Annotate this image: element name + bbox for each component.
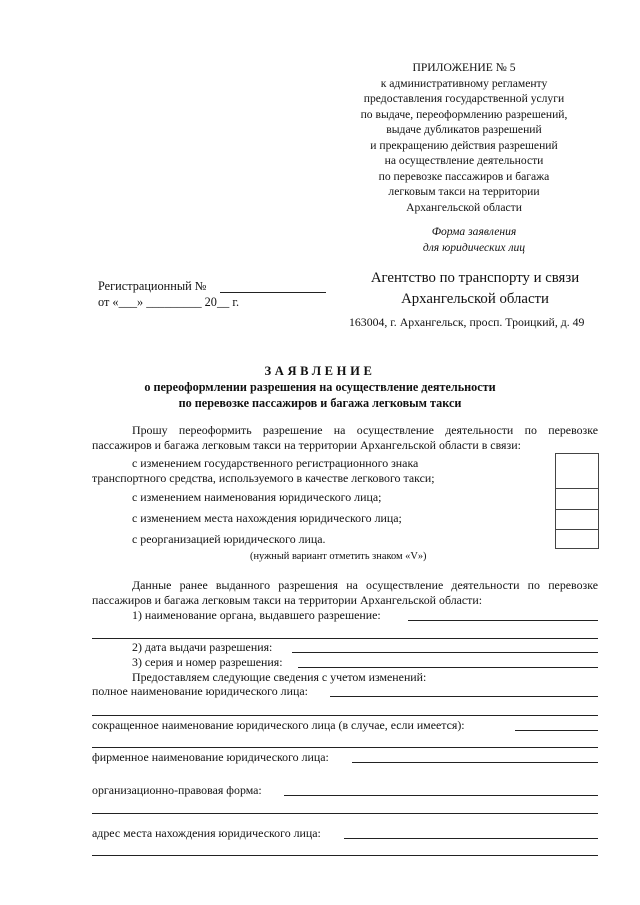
option-name-change: с изменением наименования юридического лица; bbox=[132, 490, 382, 504]
agency-address: 163004, г. Архангельск, просп. Троицкий, д. 49 bbox=[349, 315, 585, 329]
checkbox-plate-change[interactable] bbox=[555, 453, 599, 489]
checkbox-address-change[interactable] bbox=[555, 509, 599, 530]
request-paragraph-line bbox=[132, 423, 598, 438]
option-plate-change-cont: транспортного средства, используемого в качестве легкового такси; bbox=[92, 471, 435, 485]
annex-line: ПРИЛОЖЕНИЕ № 5 bbox=[412, 61, 516, 74]
agency-name bbox=[352, 268, 598, 310]
request-paragraph-line: пассажиров и багажа легковым такси на территории Архангельской области в связи: bbox=[92, 438, 521, 452]
request-text: Прошу переоформить разрешение на осуществление деятельности по перевозке bbox=[132, 423, 598, 437]
annex-line: предоставления государственной услуги bbox=[363, 92, 565, 105]
short-name-field[interactable] bbox=[515, 730, 598, 731]
checkbox-reorganization[interactable] bbox=[555, 529, 599, 549]
address-label: адрес места нахождения юридического лица: bbox=[92, 826, 321, 840]
issuing-authority-field[interactable] bbox=[408, 620, 598, 621]
address-field[interactable] bbox=[344, 838, 598, 839]
series-number-label: 3) серия и номер разрешения: bbox=[132, 655, 283, 669]
document-title: ЗАЯВЛЕНИЕ bbox=[264, 364, 376, 378]
annex-line: легковым такси на территории bbox=[388, 185, 540, 198]
issue-date-field[interactable] bbox=[292, 652, 598, 653]
series-number-field[interactable] bbox=[298, 667, 598, 668]
previous-permit-text: Данные ранее выданного разрешения на осуществление деятельности по перевозке bbox=[132, 578, 598, 592]
checkbox-name-change[interactable] bbox=[555, 488, 599, 510]
annex-line: к административному регламенту bbox=[380, 76, 548, 90]
option-address-change: с изменением места нахождения юридического лица; bbox=[132, 511, 402, 525]
annex-line: по перевозке пассажиров и багажа bbox=[378, 169, 550, 183]
previous-permit-line bbox=[132, 578, 598, 593]
address-field-cont[interactable] bbox=[92, 855, 598, 856]
form-note-line: Форма заявления bbox=[431, 225, 517, 238]
annex-header bbox=[334, 60, 594, 215]
registration-date-field[interactable]: от «___» _________ 20__ г. bbox=[98, 295, 240, 309]
updated-info-intro: Предоставляем следующие сведения с учетом изменений: bbox=[132, 670, 427, 684]
brand-name-label: фирменное наименование юридического лица: bbox=[92, 750, 329, 764]
issuing-authority-label: 1) наименование органа, выдавшего разрешение: bbox=[132, 608, 381, 622]
short-name-label: сокращенное наименование юридического лица (в случае, если имеется): bbox=[92, 718, 465, 732]
annex-line: по выдаче, переоформлению разрешений, bbox=[360, 107, 568, 121]
short-name-field-cont[interactable] bbox=[92, 747, 598, 748]
registration-number-field[interactable] bbox=[220, 292, 326, 293]
full-name-label: полное наименование юридического лица: bbox=[92, 684, 308, 698]
subtitle-line: о переоформлении разрешения на осуществление деятельности bbox=[144, 380, 496, 394]
subtitle-line: по перевозке пассажиров и багажа легковым такси bbox=[178, 395, 462, 410]
issue-date-label: 2) дата выдачи разрешения: bbox=[132, 640, 273, 654]
agency-name-line: Архангельской области bbox=[401, 291, 549, 307]
annex-line: Архангельской области bbox=[406, 200, 522, 214]
option-plate-change: с изменением государственного регистрационного знака bbox=[132, 456, 419, 470]
document-subtitle bbox=[0, 380, 640, 411]
agency-name-line: Агентство по транспорту и связи bbox=[370, 270, 580, 286]
legal-form-field[interactable] bbox=[284, 795, 598, 796]
legal-form-label: организационно-правовая форма: bbox=[92, 783, 262, 797]
issuing-authority-field-cont[interactable] bbox=[92, 638, 598, 639]
full-name-field[interactable] bbox=[330, 696, 598, 697]
registration-number-label: Регистрационный № bbox=[98, 279, 207, 293]
annex-line: выдаче дубликатов разрешений bbox=[386, 123, 542, 136]
full-name-field-cont[interactable] bbox=[92, 715, 598, 716]
legal-form-field-cont[interactable] bbox=[92, 813, 598, 814]
form-type-note bbox=[404, 224, 544, 256]
form-note-line: для юридических лиц bbox=[422, 241, 526, 254]
checkbox-hint: (нужный вариант отметить знаком «V») bbox=[250, 551, 427, 562]
annex-line: на осуществление деятельности bbox=[384, 154, 544, 167]
option-reorganization: с реорганизацией юридического лица. bbox=[132, 532, 326, 546]
previous-permit-line: пассажиров и багажа легковым такси на территории Архангельской области: bbox=[92, 593, 483, 607]
annex-line: и прекращению действия разрешений bbox=[370, 138, 558, 152]
brand-name-field[interactable] bbox=[352, 762, 598, 763]
